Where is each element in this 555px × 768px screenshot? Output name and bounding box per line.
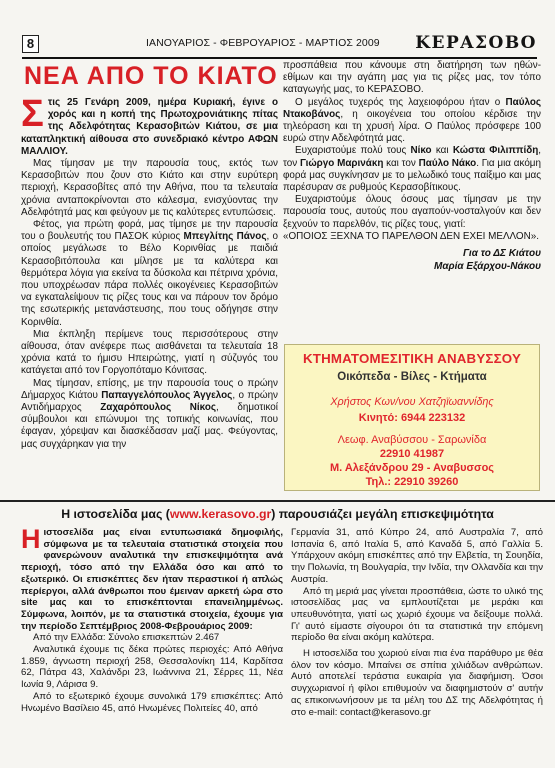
drop-cap: Η [21, 524, 41, 554]
paragraph [21, 219, 278, 329]
paragraph: Η ιστοσελίδα του χωριού είναι πια ένα παράθυρο με θέα όλον τον κόσμο. Μπαίνει σε σπίτια χιλιάδων ανθρώπων. Αυτό αποτελεί τεράστια ευκαιρία για διαφήμιση. Όσοι συγχωριανοί ή φίλοι επιθυμούν να διαφημιστούν σ' αυτήν ας επικοινωνήσουν με τα μέλη του ΔΣ της Αδελφότητας ή στο e-mail: contact@kerasovo.gr [291, 648, 543, 718]
musician-name: Νίκο [410, 145, 432, 157]
publication-name: ΚΕΡΑΣΟΒΟ [415, 33, 537, 53]
paragraph: Από το εξωτερικό έχουμε συνολικά 179 επισκέπτες: Από Ηνωμένο Βασίλειο 45, από Ηνωμένες Πολιτείες 40, από [21, 690, 283, 714]
paragraph: Μια έκπληξη περίμενε τους περισσότερους στην αίθουσα, όταν ανέφερε πως αισθάνεται τα τελευταία 18 χρόνια κατά το ήμισυ Ηπειρώτης, γιατί η σύζυγός του κατάγεται από τον Γοργοπόταμο Κόνιτσας. [21, 328, 278, 377]
paragraph: Γερμανία 31, από Κύπρο 24, από Αυστραλία 7, από Ισπανία 6, από Ιταλία 5, από Καναδά 5, από Γαλλία 5. Υπάρχουν ακόμη επισκέπτες από την Ελβετία, τη Σουηδία, την Πολωνία, τη Βουλγαρία, την Ινδία, την Ολλανδία και την Αυστρία. [291, 527, 543, 585]
mp-name: Μπεγλίτης Πάνος [183, 231, 267, 243]
person-name: Παπαγγελόπουλος Άγγελος [101, 389, 233, 401]
page-number: 8 [22, 35, 39, 53]
ad-phone-1: 22910 41987 [379, 448, 445, 460]
drop-cap: Σ [21, 93, 44, 135]
paragraph: προσπάθεια που κάνουμε στη διατήρηση των ηθών-εθίμων και την αγάπη μας για τις ρίζες μας, τον τόπο καταγωγής μας, το ΚΕΡΑΣΟΒΟ. [283, 60, 541, 96]
article-lead [21, 93, 278, 158]
text: Η ιστοσελίδα μας ( [61, 507, 170, 521]
text: Ο μεγάλος τυχερός της λαχειοφόρου ήταν ο [295, 96, 506, 108]
article-left-column [21, 93, 278, 451]
article-right-column [283, 60, 541, 273]
paragraph [283, 97, 541, 146]
website-link[interactable]: www.kerasovo.gr [169, 507, 272, 521]
ad-contact-person: Χρήστος Κων/νου Χατζηϊωαννίδης [330, 396, 494, 408]
issue-date: ΙΑΝΟΥΑΡΙΟΣ - ΦΕΒΡΟΥΑΡΙΟΣ - ΜΑΡΤΙΟΣ 2009 [146, 37, 380, 49]
text: και τον [383, 157, 419, 169]
article-headline: ΝΕΑ ΑΠΟ ΤΟ ΚΙΑΤΟ [24, 62, 278, 90]
website-right-column [291, 527, 543, 718]
ad-address-2: Μ. Αλεξάνδρου 29 - Αναβυσσος [329, 462, 495, 474]
paragraph: Από τη μεριά μας γίνεται προσπάθεια, ώστε το υλικό της ιστοσελίδας μας να εμπλουτίζεται με μεράκι και υπευθυνότητα, γιατί ως χωριό έχουμε να δείξουμε πολλά. Γι' αυτό είμαστε σίγουροι ότι τα στατιστικά την επόμενη περίοδο θα είναι ακόμη καλύτερα. [291, 585, 543, 644]
paragraph: Μας τίμησαν με την παρουσία τους, εκτός των Κερασοβιτών που ζουν στο Κιάτο και στην ευρύτερη περιοχή, Κερασοβίτες από την Αθήνα, που τα τελευταία χρόνια ανταποκρίνονται στο κάλεσμα, ενισχύοντας την Αδελφότητά μας και φεύγουν με τις καλύτερες εντυπώσεις. [21, 158, 278, 218]
person-name: Ζαχαρόπουλος Νίκος [100, 402, 217, 414]
signature-org: Για το ΔΣ Κιάτου [463, 248, 541, 260]
signature-name: Μαρία Εξάρχου-Νάκου [434, 260, 541, 272]
musician-name: Γιώργο Μαρινάκη [299, 157, 384, 169]
section-divider [0, 500, 555, 502]
website-heading [0, 507, 555, 521]
advertisement-box [284, 344, 540, 491]
text: , τον [283, 145, 541, 169]
paragraph [283, 145, 541, 194]
website-intro [21, 524, 283, 632]
lead-text: τις 25 Γενάρη 2009, ημέρα Κυριακή, έγινε ο χορός και η κοπή της Πρωτοχρονιάτικης πίτας της Αδελφότητας Κερασοβιτών Κιάτου, σε μια καταπληκτική αίθουσα στο συνεδριακό κέντρο ΑΦΩΝ ΜΑΛΛΙΟΥ. [21, 97, 278, 157]
text: , η οικογένεια του οποίου κέρδισε την τηλεόραση και τη χρυσή λίρα. Ο Παύλος πρόσφερε 100 ευρώ στην Αδελφότητά μας. [283, 108, 541, 145]
ad-phone-2: Τηλ.: 22910 39260 [365, 476, 459, 488]
intro-text: ιστοσελίδα μας είναι εντυπωσιακά δημοφιλής, σύμφωνα με τα τελευταία στατιστικά στοιχεία που φανερώνουν αναλυτικά την επισκεψιμότητα ανά περιοχή, τόσο από την Ελλάδα όσο και από το εξωτερικό. Οι επισκέπτες δεν ήταν περαστικοί ή απλώς περίεργοι, αλλά άνθρωποι που έμειναν αρκετή ώρα στο site μας και το επισκέπτονται επανειλημμένως. Σύμφωνα, λοιπόν, με τα στατιστικά στοιχεία, έχουμε για την περίοδο Σεπτέμβριος 2008-Φεβρουάριος 2009: [21, 527, 283, 632]
header-rule [22, 57, 537, 59]
paragraph: Αναλυτικά έχουμε τις δέκα πρώτες περιοχές: Από Αθήνα 1.859, άγνωστη περιοχή 258, Θεσσαλονίκη 114, Καρδίτσα 62, Πάτρα 43, Χαλάνδρι 23, Ιωάννινα 21, Σέρρες 11, Νέα Ιωνία 9, Λάρισα 9. [21, 644, 283, 691]
winner-name: Παύλος Ντακοβάνος [283, 96, 541, 120]
text: Μας τίμησαν, επίσης, με την παρουσία τους ο πρώην Δήμαρχος Κιάτου [21, 377, 278, 401]
ad-addresses [285, 433, 539, 489]
text: ) παρουσιάζει μεγάλη επισκεψιμότητα [271, 507, 494, 521]
ad-title: ΚΤΗΜΑΤΟΜΕΣΙΤΙΚΗ ΑΝΑΒΥΣΣΟΥ [302, 351, 522, 366]
text: και [431, 145, 453, 157]
ad-mobile: Κινητό: 6944 223132 [358, 412, 466, 424]
musician-name: Παύλο Νάκο [418, 157, 477, 169]
text: , ο οποίος μεγάλωσε το Βέλο Κορινθίας με παιδιά Κερασοβιτόπουλα και μίλησε με τα καλύτερα και θερμότερα λόγια για εκείνα τα δύσκολα και πέτρινα χρόνια, που υποχρέωσαν πάρα πολλές οικογένειες Κερασοβιτών να εγκαταλείψουν τις ρίζες τους και να πάρουν τον δρόμο της εσωτερικής μετανάστευσης, που τους οδήγησε στην Κορινθία. [21, 231, 278, 328]
page-header [22, 33, 537, 55]
text: , δημοτικοί σύμβουλοι και επώνυμοι της τοπικής κοινωνίας, που έφαγαν, χόρεψαν και διασκέδασαν μαζί μας. Φεύγοντας, μας συγχάρηκαν για την [21, 402, 278, 450]
quote: «ΟΠΟΙΟΣ ΞΕΧΝΑ ΤΟ ΠΑΡΕΛΘΟΝ ΔΕΝ ΕΧΕΙ ΜΕΛΛΟΝ». [283, 230, 539, 242]
text: Φέτος, για πρώτη φορά, μας τίμησε με την παρουσία του ο βουλευτής του ΠΑΣΟΚ κύριος [21, 219, 278, 243]
paragraph: Από την Ελλάδα: Σύνολο επισκεπτών 2.467 [33, 632, 220, 644]
paragraph: Ευχαριστούμε όλους όσους μας τίμησαν με την παρουσία τους, αυτούς που αγαπούν-νοσταλγούν και δεν ξεχνούν το παρελθόν, τις ρίζες τους, γιατί: [283, 194, 541, 230]
text: Ευχαριστούμε πολύ τους [295, 145, 411, 157]
text: . Για μια ακόμη φορά μας συγκίνησαν με το μελωδικό τους παίξιμο και μας παρέσυραν σε ρυθμούς Κερασοβίτικους. [283, 157, 541, 194]
paragraph [21, 378, 278, 451]
musician-name: Κώστα Φιλιππίδη [452, 145, 539, 157]
ad-address-1: Λεωφ. Αναβύσσου - Σαρωνίδα [337, 434, 487, 446]
ad-subtitle: Οικόπεδα - Βίλες - Κτήματα [337, 371, 487, 383]
website-left-column [21, 524, 283, 714]
text: , ο πρώην Αντιδήμαρχος [21, 389, 278, 414]
